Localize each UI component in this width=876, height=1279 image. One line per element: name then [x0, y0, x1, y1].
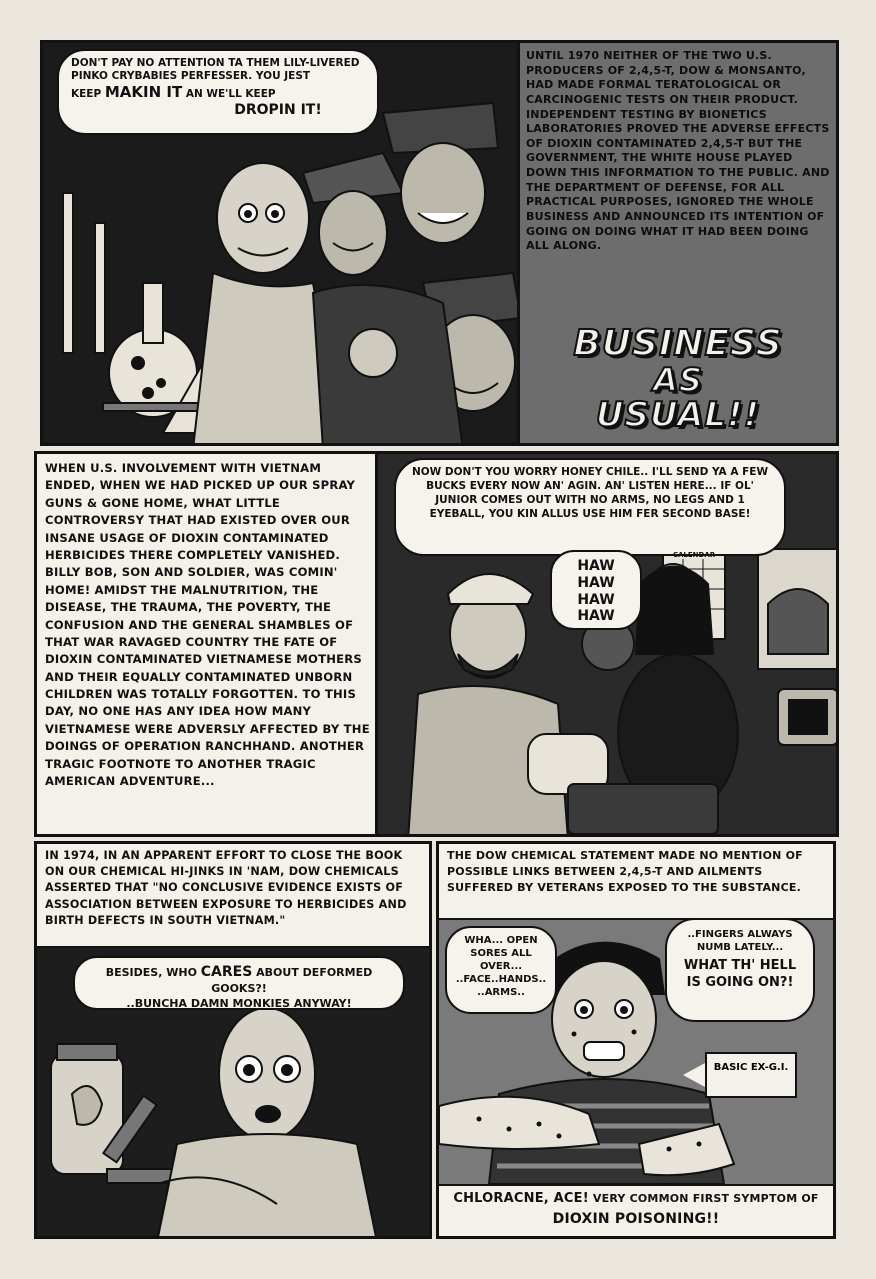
panel-vietnam-narration [34, 451, 378, 837]
business-as-usual-narration: UNTIL 1970 NEITHER OF THE TWO U.S. PRODUCERS OF 2,4,5-T, DOW & MONSANTO, HAD MADE FORMAL TERATOLOGICAL OR CARCINOGENIC TESTS ON THEIR PRODUCT. INDEPENDENT TESTING BY BIONETICS LABORATORIES PROVED THE ADVERSE EFFECTS OF DIOXIN CONTAMINATED 2,4,5-T BUT THE GOVERNMENT, THE WHITE HOUSE PLAYED DOWN THIS INFORMATION TO THE PUBLIC. AND THE DEPARTMENT OF DEFENSE, FOR ALL PRACTICAL PURPOSES, IGNORED THE WHOLE BUSINESS AND ANNOUNCED ITS INTENTION OF GOING ON DOING WHAT IT HAD BEEN DOING ALL ALONG. [526, 49, 830, 253]
veteran-left-balloon: WHA... OPEN SORES ALL OVER... ..FACE..HANDS.. ..ARMS.. [445, 926, 557, 1014]
business-title-word-2: AS [653, 361, 703, 399]
soldier-speech-balloon: NOW DON'T YOU WORRY HONEY CHILE.. I'LL SEND YA A FEW BUCKS EVERY NOW AN' AGIN. AN' LISTEN HERE... IF OL' JUNIOR COMES OUT WITH NO ARMS, NO LEGS AND 1 EYEBALL, YOU KIN ALLUS USE HIM FER SECOND BASE! [394, 458, 786, 556]
dow-statement-caption: IN 1974, IN AN APPARENT EFFORT TO CLOSE THE BOOK ON OUR CHEMICAL HI-JINKS IN 'NAM, DOW CHEMICALS ASSERTED THAT "NO CONCLUSIVE EVIDENCE EXISTS OF ASSOCIATION BETWEEN EXPOSURE TO HERBICIDES AND BIRTH DEFECTS IN SOUTH VIETNAM." [37, 844, 429, 948]
veteran-right-balloon-line-1: ..FINGERS ALWAYS NUMB LATELY... [687, 929, 793, 953]
general-balloon-end: DROPIN IT! [234, 102, 322, 118]
mad-scientist-balloon [73, 956, 405, 1010]
vietnam-narration-text: WHEN U.S. INVOLVEMENT WITH VIETNAM ENDED, WHEN WE HAD PICKED UP OUR SPRAY GUNS & GONE HOME, WHAT LITTLE CONTROVERSY THAT HAD EXISTED OVER OUR INSANE USAGE OF DIOXIN CONTAMINATED HERBICIDES THERE COMPLETELY VANISHED. BILLY BOB, SON AND SOLDIER, WAS COMIN' HOME! AMIDST THE MALNUTRITION, THE DISEASE, THE TRAUMA, THE POVERTY, THE CONFUSION AND THE GENERAL SHAMBLES OF THAT WAR RAVAGED COUNTRY THE FATE OF DIOXIN CONTAMINATED VIETNAMESE MOTHERS AND THEIR EQUALLY CONTAMINATED UNBORN CHILDREN WAS TOTALLY FORGOTTEN. TO THIS DAY, NO ONE HAS ANY IDEA HOW MANY VIETNAMESE WERE ADVERSLY AFFECTED BY THE DOINGS OF OPERATION RANCHHAND. ANOTHER TRAGIC FOOTNOTE TO ANOTHER TRAGIC AMERICAN ADVENTURE... [45, 461, 370, 789]
chloracne-caption [439, 1184, 833, 1236]
laugh-balloon: HAW HAW HAW HAW [550, 550, 642, 630]
mad-scientist-balloon-line-2: ..BUNCHA DAMN MONKIES ANYWAY! [126, 996, 352, 1010]
veteran-right-balloon-line-2: WHAT TH' HELL IS GOING ON?! [683, 958, 797, 990]
general-balloon-line-2: PINKO CRYBABIES PERFESSER. YOU JEST [71, 70, 311, 83]
chloracne-text: VERY COMMON FIRST SYMPTOM OF [592, 1192, 819, 1205]
panel-soldier-and-wife [375, 451, 839, 837]
panel-veteran-chloracne [436, 841, 836, 1239]
generals-figures-art [303, 103, 520, 446]
general-speech-balloon [57, 49, 379, 135]
panel-scientist-generals [40, 40, 520, 446]
panel-business-as-usual [517, 40, 839, 446]
general-balloon-line-3: KEEP [71, 88, 102, 101]
panel-dow-statement [34, 841, 432, 1239]
window-art [758, 549, 838, 669]
general-balloon-mid: AN WE'LL KEEP [185, 88, 276, 101]
mad-scientist-balloon-emphasis: CARES [200, 964, 253, 980]
veteran-caption: THE DOW CHEMICAL STATEMENT MADE NO MENTION OF POSSIBLE LINKS BETWEEN 2,4,5-T AND AILMENTS SUFFERED BY VETERANS EXPOSED TO THE SUBSTANCE. [439, 844, 833, 920]
chloracne-emphasis: CHLORACNE, ACE! [453, 1191, 589, 1206]
general-balloon-emphasis: MAKIN IT [104, 83, 183, 102]
mad-scientist-balloon-pre: BESIDES, WHO [105, 966, 197, 979]
tag-arrow-icon [683, 1063, 705, 1087]
business-title-word-3: USUAL!! [595, 395, 761, 435]
veteran-right-balloon [665, 918, 815, 1022]
general-balloon-line-1: DON'T PAY NO ATTENTION TA THEM LILY-LIVERED [71, 57, 360, 69]
business-title-word-1: BUSINESS [573, 323, 783, 364]
dioxin-poisoning-emphasis: DIOXIN POISONING!! [552, 1210, 720, 1227]
basic-ex-gi-tag [705, 1052, 797, 1098]
mad-scientist-balloon-post: ABOUT DEFORMED GOOKS?! [211, 966, 373, 995]
basic-ex-gi-tag-text: BASIC EX-G.I. [713, 1062, 789, 1073]
calendar-label: CALENDAR [672, 551, 716, 559]
